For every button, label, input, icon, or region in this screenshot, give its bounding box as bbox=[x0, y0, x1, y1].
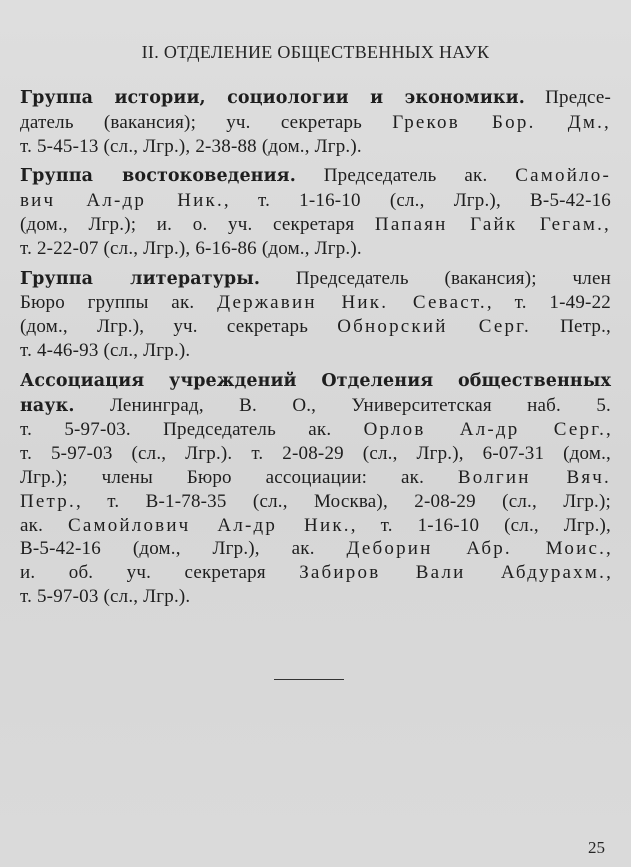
entry-text: , bbox=[606, 538, 611, 560]
entry-line bbox=[20, 442, 611, 466]
entry-line bbox=[20, 315, 611, 339]
entry-text: т. 5-45-13 (сл., Лгр.), 2-38-88 (дом., Лгр.). bbox=[20, 135, 362, 157]
entry-text: Ленинград, В. О., Университетская наб. 5. bbox=[74, 394, 611, 416]
entry-text: Бюро группы ак. bbox=[20, 292, 218, 314]
entry-line bbox=[20, 189, 611, 213]
entry-text: т. 4-46-93 (сл., Лгр.). bbox=[20, 339, 191, 361]
entry-line bbox=[20, 237, 611, 261]
entry-text: т. 5-97-03 (сл., Лгр.). bbox=[20, 585, 191, 607]
person-name: Забиров Вали Абдурахм. bbox=[299, 562, 607, 584]
person-name: Греков Бор. Дм., bbox=[392, 111, 611, 133]
entry-text: Лгр.); члены Бюро ассоциации: ак. bbox=[20, 466, 458, 488]
entry-text: датель (вакансия); уч. секретарь bbox=[20, 111, 363, 133]
entry-line bbox=[20, 291, 611, 315]
person-name: Самойлович Ал-др Ник. bbox=[67, 514, 351, 536]
entry-text: , т. В-1-78-35 (сл., Москва), 2-08-29 (сл., Лгр.); bbox=[75, 490, 611, 512]
person-name: Орлов Ал-др Серг. bbox=[363, 419, 607, 441]
entry-text: , т. 1-16-10 (сл., Лгр.), В-5-42-16 bbox=[223, 190, 611, 212]
section-divider bbox=[274, 679, 344, 680]
entry-text: В-5-42-16 (дом., Лгр.), ак. bbox=[20, 538, 347, 560]
entry-line bbox=[20, 490, 611, 514]
entry-text: , bbox=[606, 562, 612, 584]
page-number: 25 bbox=[588, 838, 605, 857]
person-name: Волгин Вяч. bbox=[457, 466, 611, 488]
entry-association bbox=[20, 369, 611, 609]
entry-text: ак. bbox=[20, 514, 68, 536]
person-name: Папаян Гайк Гегам., bbox=[374, 213, 612, 235]
entry-line bbox=[20, 537, 611, 561]
entry-text: Председатель (вакансия); член bbox=[260, 267, 611, 289]
entry-text: , т. 1-49-22 bbox=[486, 292, 611, 314]
entry-line bbox=[20, 418, 611, 442]
entry-line bbox=[20, 164, 611, 189]
entry-line bbox=[20, 213, 611, 237]
entry-heading: Группа востоковедения. bbox=[20, 166, 296, 187]
entry-line bbox=[20, 394, 611, 419]
entry-heading: Группа литературы. bbox=[20, 268, 261, 289]
entries-list bbox=[20, 86, 611, 615]
entry-line bbox=[20, 514, 611, 538]
person-name: Самойло- bbox=[515, 165, 611, 187]
entry-line bbox=[20, 466, 611, 490]
entry-text: , bbox=[606, 419, 611, 441]
entry-line bbox=[20, 86, 611, 111]
entry-text: т. 5-97-03. Председатель ак. bbox=[20, 419, 364, 441]
entry-text: Председатель ак. bbox=[295, 165, 516, 187]
person-name: Деборин Абр. Моис. bbox=[346, 538, 607, 560]
entry-line bbox=[20, 561, 611, 585]
entry-literature-group bbox=[20, 267, 611, 363]
entry-line bbox=[20, 267, 611, 292]
person-name: Петр. bbox=[20, 490, 76, 512]
entry-heading: наук. bbox=[20, 395, 75, 416]
section-title: II. ОТДЕЛЕНИЕ ОБЩЕСТВЕННЫХ НАУК bbox=[141, 42, 490, 62]
entry-line bbox=[20, 135, 611, 159]
entry-line bbox=[20, 111, 611, 135]
entry-line bbox=[20, 369, 611, 394]
person-name: Державин Ник. Севаст. bbox=[217, 292, 487, 314]
entry-text: , т. 1-16-10 (сл., Лгр.), bbox=[350, 514, 611, 536]
entry-text: Петр., bbox=[530, 316, 611, 338]
entry-oriental-group bbox=[20, 164, 611, 260]
entry-line bbox=[20, 585, 611, 609]
entry-text: и. об. уч. секретаря bbox=[20, 562, 300, 584]
person-name: вич Ал-др Ник. bbox=[20, 190, 224, 212]
entry-history-group bbox=[20, 86, 611, 158]
entry-heading: Ассоциация учреждений Отделения общественных bbox=[20, 370, 611, 391]
entry-text: т. 5-97-03 (сл., Лгр.). т. 2-08-29 (сл., Лгр.), 6-07-31 (дом., bbox=[20, 443, 611, 465]
entry-text: т. 2-22-07 (сл., Лгр.), 6-16-86 (дом., Лгр.). bbox=[20, 237, 362, 259]
entry-text: (дом., Лгр.), уч. секретарь bbox=[20, 316, 338, 338]
person-name: Обнорский Серг. bbox=[337, 316, 531, 338]
entry-heading: Группа истории, социологии и экономики. bbox=[20, 88, 525, 108]
entry-line bbox=[20, 339, 611, 363]
entry-text: Предсе- bbox=[524, 87, 611, 108]
entry-text: (дом., Лгр.); и. о. уч. секретаря bbox=[20, 213, 375, 235]
